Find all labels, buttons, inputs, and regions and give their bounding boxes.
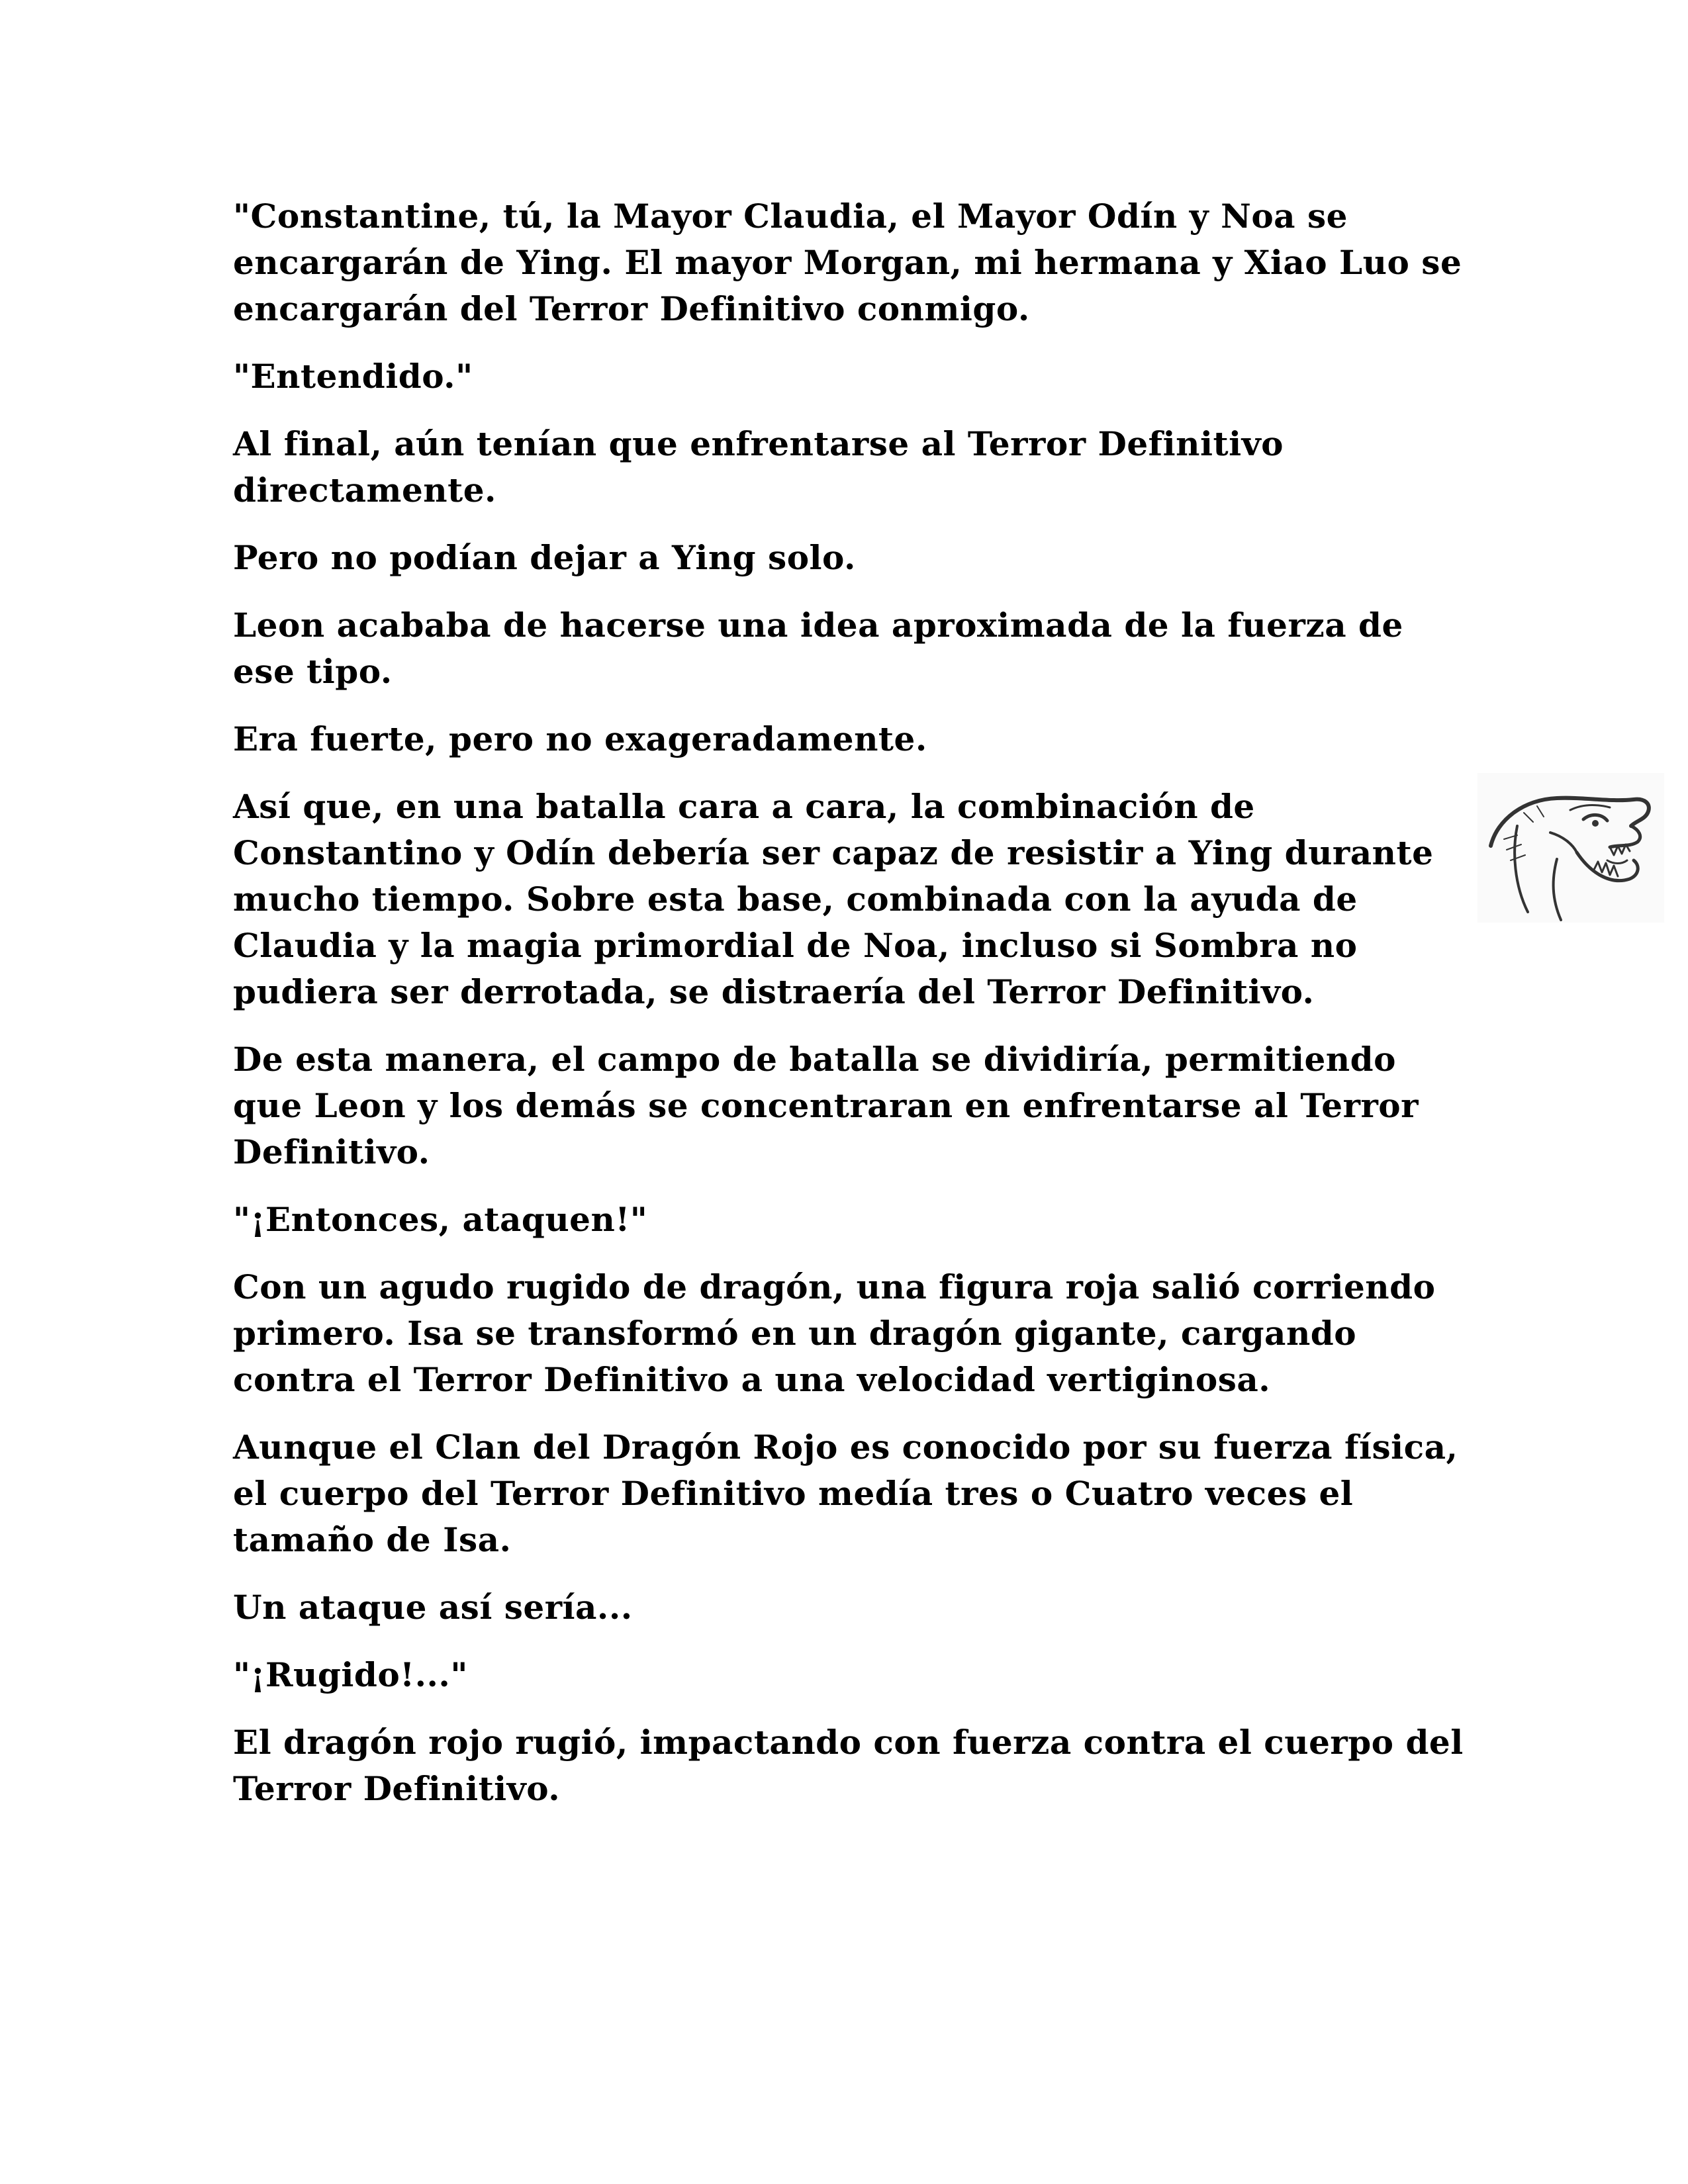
paragraph-2: "Entendido." — [233, 357, 473, 396]
paragraph-9: "¡Entonces, ataquen!" — [233, 1200, 648, 1239]
paragraph-5: Leon acababa de hacerse una idea aproximada de la fuerza de ese tipo. — [233, 606, 1403, 691]
paragraph-1: "Constantine, tú, la Mayor Claudia, el Mayor Odín y Noa se encargarán de Ying. El mayor Morgan, mi hermana y Xiao Luo se encargarán del Terror Definitivo conmigo. — [233, 197, 1462, 328]
paragraph-10: Con un agudo rugido de dragón, una figura roja salió corriendo primero. Isa se transformó en un dragón gigante, cargando contra el Terror Definitivo a una velocidad vertiginosa. — [233, 1267, 1436, 1399]
paragraph-13: "¡Rugido!..." — [233, 1655, 468, 1694]
text-body — [233, 193, 1464, 1833]
paragraph-4: Pero no podían dejar a Ying solo. — [233, 538, 856, 577]
paragraph-11: Aunque el Clan del Dragón Rojo es conocido por su fuerza física, el cuerpo del Terror Definitivo medía tres o Cuatro veces el tamaño de Isa. — [233, 1428, 1458, 1559]
paragraph-12: Un ataque así sería... — [233, 1588, 633, 1627]
paragraph-14: El dragón rojo rugió, impactando con fuerza contra el cuerpo del Terror Definitivo. — [233, 1723, 1464, 1808]
paragraph-8: De esta manera, el campo de batalla se dividiría, permitiendo que Leon y los demás se concentraran en enfrentarse al Terror Definitivo. — [233, 1040, 1419, 1171]
paragraph-7: Así que, en una batalla cara a cara, la combinación de Constantino y Odín debería ser capaz de resistir a Ying durante mucho tiempo. Sobre esta base, combinada con la ayuda de Claudia y la magia primordial de Noa, incluso si Sombra no pudiera ser derrotada, se distraería del Terror Definitivo. — [233, 787, 1434, 1011]
paragraph-3: Al final, aún tenían que enfrentarse al Terror Definitivo directamente. — [233, 424, 1284, 510]
paragraph-6: Era fuerte, pero no exageradamente. — [233, 719, 927, 758]
dinosaur-sketch-icon — [1477, 773, 1664, 923]
